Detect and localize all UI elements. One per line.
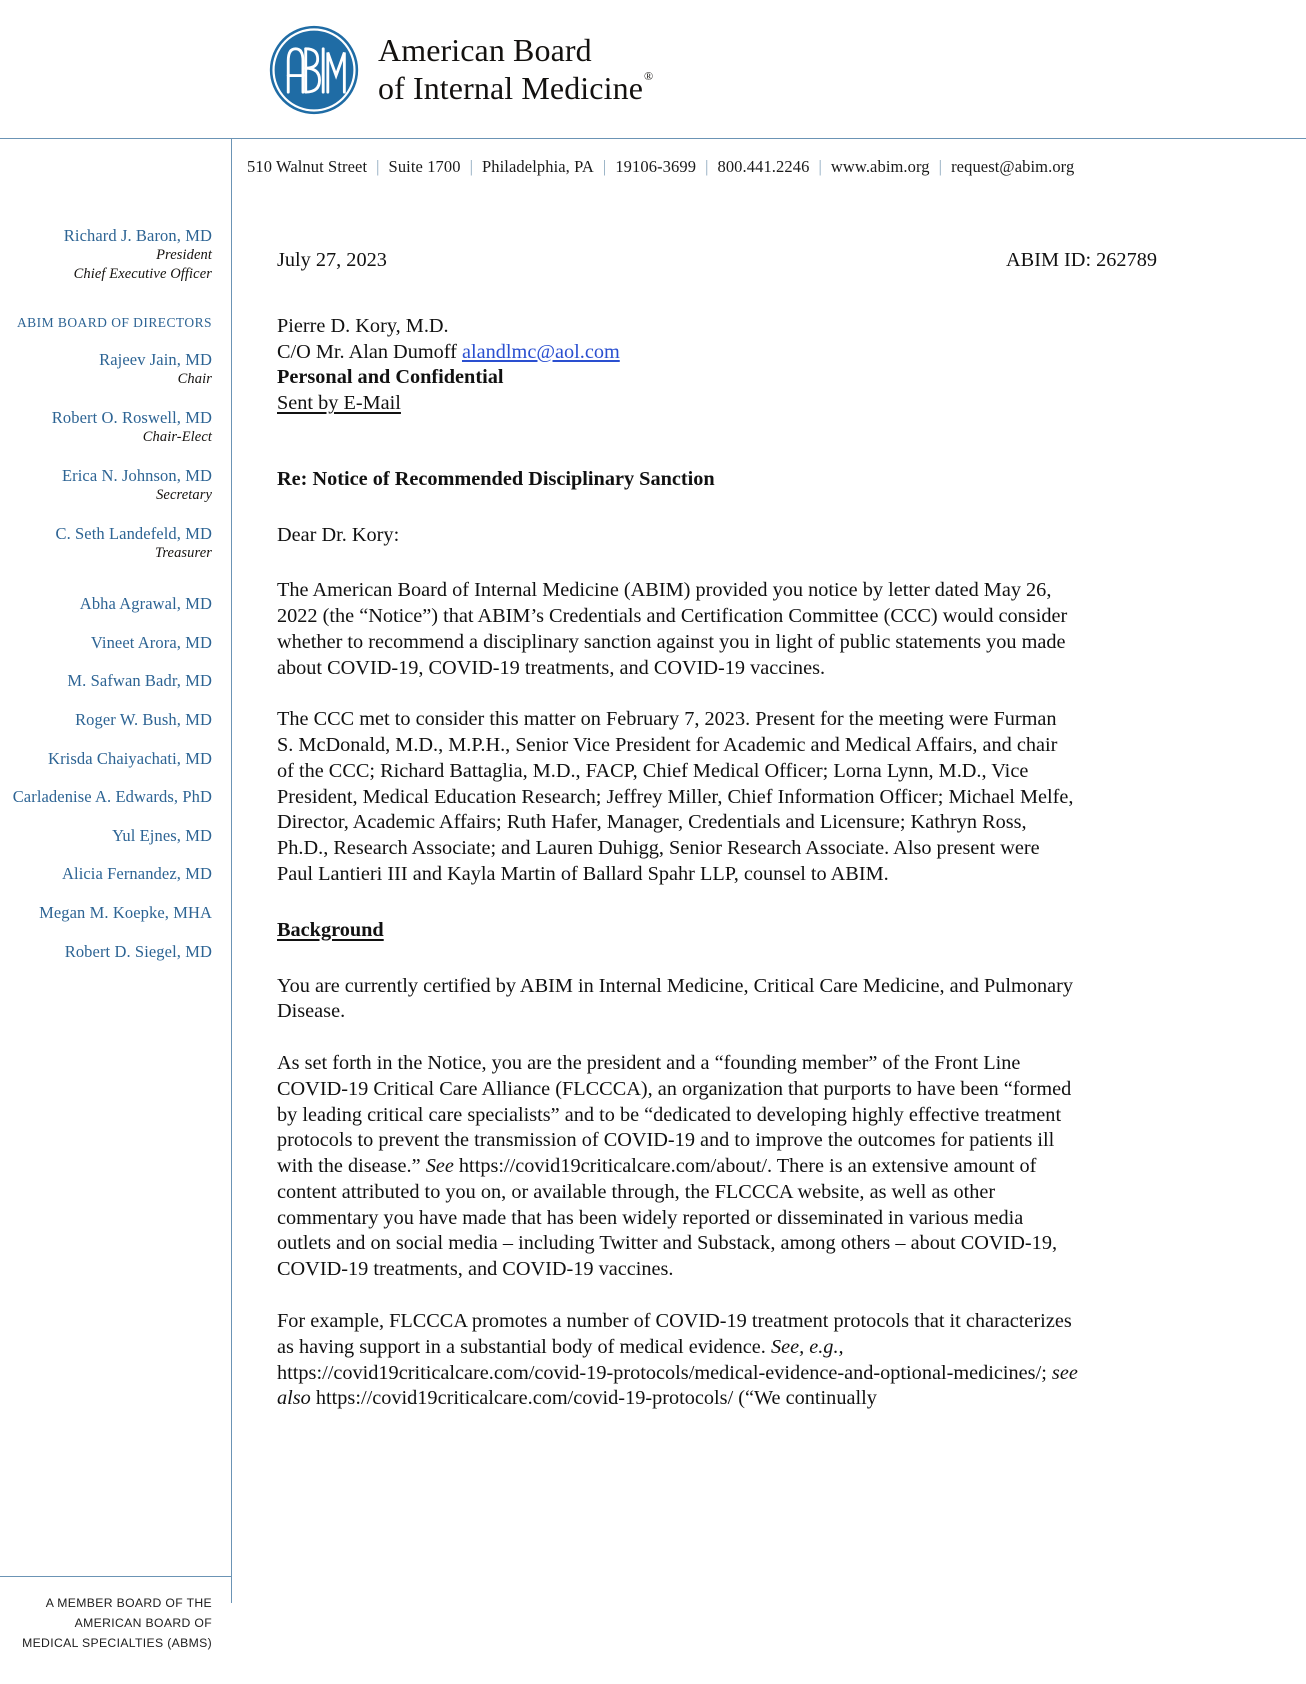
abim-logo-icon	[268, 24, 360, 116]
director-list	[0, 593, 212, 962]
officer-name: Erica N. Johnson, MD	[61, 466, 212, 486]
subject-label: Re:	[277, 467, 313, 490]
director-name: Yul Ejnes, MD	[112, 825, 212, 845]
abim-id: ABIM ID: 262789	[1006, 249, 1157, 271]
director-name: M. Safwan Badr, MD	[67, 671, 212, 691]
director-name: Abha Agrawal, MD	[79, 594, 212, 614]
paragraph-certifications	[277, 974, 1157, 1026]
spacer	[277, 681, 1157, 707]
line: As set forth in the Notice, you are the president and a “founding member” of the Front Line	[277, 1052, 1021, 1075]
officer-name: C. Seth Landefeld, MD	[55, 524, 212, 544]
background-heading: Background	[277, 918, 384, 941]
director-name: Krisda Chaiyachati, MD	[48, 748, 212, 768]
officer-name: Rajeev Jain, MD	[99, 350, 212, 370]
line: COVID-19 treatments, and COVID-19 vaccines.	[277, 1258, 674, 1281]
spacer	[0, 331, 212, 349]
confidential-notice: Personal and Confidential	[277, 366, 504, 389]
wordmark-line-1: American Board	[378, 32, 592, 69]
line: President, Medical Education Research; Jeffrey Miller, Chief Information Officer; Michael Melfe,	[277, 785, 1074, 808]
ceo-name: Richard J. Baron, MD	[63, 226, 212, 245]
spacer	[0, 563, 212, 593]
subject-text: Notice of Recommended Disciplinary Sanction	[312, 467, 715, 490]
officer-name: Robert O. Roswell, MD	[51, 408, 212, 428]
line-with-citation	[277, 1335, 1157, 1361]
wordmark-line-2: of Internal Medicine®	[378, 69, 654, 106]
spacer	[277, 548, 1157, 578]
contact-website[interactable]: www.abim.org	[830, 157, 930, 176]
director-name: Vineet Arora, MD	[90, 632, 212, 652]
delivery-method: Sent by E-Mail	[277, 392, 401, 415]
spacer	[277, 274, 1157, 314]
director-name: Carladenise A. Edwards, PhD	[12, 787, 212, 807]
contact-city-state: Philadelphia, PA	[482, 157, 594, 176]
line-prefix: with the disease.”	[277, 1155, 426, 1178]
officer-row	[0, 523, 212, 563]
footer-line-1: A MEMBER BOARD OF THE	[45, 1596, 212, 1610]
letterhead-header	[0, 0, 1306, 138]
header-divider	[0, 138, 1306, 139]
recipient-name: Pierre D. Kory, M.D.	[277, 314, 449, 337]
line: Disease.	[277, 1000, 346, 1023]
recipient-block	[277, 314, 1157, 417]
letter-date: July 27, 2023	[277, 249, 387, 271]
line: of the CCC; Richard Battaglia, M.D., FACP, Chief Medical Officer; Lorna Lynn, M.D., Vice	[277, 759, 1029, 782]
separator: |	[818, 157, 822, 176]
director-name: Roger W. Bush, MD	[75, 709, 212, 729]
director-name: Megan M. Koepke, MHA	[39, 903, 212, 923]
letter-body	[277, 248, 1157, 1412]
officer-title: Chair	[177, 371, 212, 388]
line: Ph.D., Research Associate; and Lauren Duhigg, Senior Research Associate. Also present were	[277, 837, 1040, 860]
spacer	[0, 505, 212, 523]
spacer	[277, 417, 1157, 467]
line: 2022 (the “Notice”) that ABIM’s Credentials and Certification Committee (CCC) would consider	[277, 605, 1068, 628]
care-of-line	[277, 340, 1157, 366]
line: by leading critical care specialists” and to be “dedicated to developing highly effective treatment	[277, 1103, 1062, 1126]
paragraph-protocols	[277, 1309, 1157, 1412]
salutation: Dear Dr. Kory:	[277, 523, 400, 546]
spacer	[0, 389, 212, 407]
ceo-title-1: President	[156, 247, 212, 264]
see-eg-citation: See, e.g.,	[770, 1335, 844, 1358]
ceo-title-2: Chief Executive Officer	[73, 265, 212, 282]
line-suffix: https://covid19criticalcare.com/about/. There is an extensive amount of	[453, 1155, 1037, 1178]
sidebar-divider	[231, 138, 232, 1603]
footer-line-3: MEDICAL SPECIALTIES (ABMS)	[22, 1635, 212, 1650]
line: protocols to prevent the transmission of COVID-19 and to improve the outcomes for patients ill	[277, 1129, 1055, 1152]
officer-row	[0, 407, 212, 447]
line: COVID-19 Critical Care Alliance (FLCCCA), an organization that purports to have been “formed	[277, 1077, 1072, 1100]
separator: |	[705, 157, 709, 176]
line: commentary you have made that has been widely reported or disseminated in various media	[277, 1206, 1024, 1229]
care-of-prefix: C/O Mr. Alan Dumoff	[277, 340, 462, 363]
spacer	[277, 888, 1157, 918]
registered-mark: ®	[644, 69, 654, 84]
line-with-citation	[277, 1154, 1157, 1180]
board-sidebar	[0, 225, 212, 979]
paragraph-ccc-meeting	[277, 707, 1157, 887]
director-name: Robert D. Siegel, MD	[64, 941, 212, 961]
protocol-url-2: https://covid19criticalcare.com/covid-19-protocols/ (“We continually	[310, 1387, 877, 1410]
line: content attributed to you on, or available through, the FLCCCA website, as well as other	[277, 1180, 996, 1203]
separator: |	[469, 157, 473, 176]
line: Director, Academic Affairs; Ruth Hafer, Manager, Credentials and Licensure; Kathryn Ross,	[277, 811, 1027, 834]
also-citation: also	[277, 1387, 311, 1410]
line: The American Board of Internal Medicine (ABIM) provided you notice by letter dated May 26,	[277, 579, 1052, 602]
spacer	[277, 1025, 1157, 1051]
spacer	[277, 944, 1157, 974]
line: S. McDonald, M.D., M.P.H., Senior Vice President for Academic and Medical Affairs, and chair	[277, 734, 1058, 757]
paragraph-flccca	[277, 1051, 1157, 1283]
line: outlets and on social media – including Twitter and Substack, among others – about COVID-19,	[277, 1232, 1058, 1255]
subject-line	[277, 467, 1157, 493]
officer-row	[0, 349, 212, 389]
board-of-directors-heading: ABIM BOARD OF DIRECTORS	[16, 314, 212, 330]
separator: |	[376, 157, 380, 176]
recipient-email-link[interactable]: alandlmc@aol.com	[461, 340, 620, 363]
date-id-row	[277, 248, 1157, 274]
protocol-url-1: https://covid19criticalcare.com/covid-19-protocols/medical-evidence-and-optional-medicines/;	[277, 1361, 1052, 1384]
spacer	[277, 493, 1157, 523]
footer-line-2: AMERICAN BOARD OF	[74, 1615, 212, 1630]
line-prefix: as having support in a substantial body of medical evidence.	[277, 1335, 771, 1358]
see-citation: see	[1051, 1361, 1078, 1384]
line-with-url	[277, 1386, 1157, 1412]
contact-email[interactable]: request@abim.org	[951, 157, 1075, 176]
director-name: Alicia Fernandez, MD	[62, 864, 212, 884]
spacer	[0, 284, 212, 314]
ceo-block	[0, 225, 212, 284]
paragraph-notice	[277, 578, 1157, 681]
contact-suite: Suite 1700	[388, 157, 461, 176]
line: The CCC met to consider this matter on February 7, 2023. Present for the meeting were Furman	[277, 708, 1057, 731]
line: about COVID-19, COVID-19 treatments, and COVID-19 vaccines.	[277, 656, 826, 679]
separator: |	[938, 157, 943, 176]
contact-zip: 19106-3699	[615, 157, 697, 176]
abms-member-footer	[0, 1594, 212, 1653]
contact-street: 510 Walnut Street	[247, 157, 368, 176]
separator: |	[602, 157, 607, 176]
officer-title: Chair-Elect	[142, 429, 212, 446]
line: whether to recommend a disciplinary sanction against you in light of public statements you made	[277, 630, 1066, 653]
abim-logo-lockup	[268, 24, 652, 116]
officer-title: Treasurer	[154, 545, 212, 562]
line: You are currently certified by ABIM in Internal Medicine, Critical Care Medicine, and Pulmonary	[277, 974, 1074, 997]
contact-phone: 800.441.2246	[717, 157, 810, 176]
spacer	[277, 1283, 1157, 1309]
sidebar-footer-divider	[0, 1576, 232, 1577]
see-citation: See	[425, 1155, 454, 1178]
contact-line	[247, 157, 1074, 177]
abim-wordmark	[378, 32, 652, 108]
line-with-url	[277, 1361, 1157, 1387]
officer-row	[0, 465, 212, 505]
spacer	[0, 447, 212, 465]
line: Paul Lantieri III and Kayla Martin of Ballard Spahr LLP, counsel to ABIM.	[277, 863, 889, 886]
line: For example, FLCCCA promotes a number of COVID-19 treatment protocols that it characterizes	[277, 1309, 1072, 1332]
officer-title: Secretary	[156, 487, 212, 504]
